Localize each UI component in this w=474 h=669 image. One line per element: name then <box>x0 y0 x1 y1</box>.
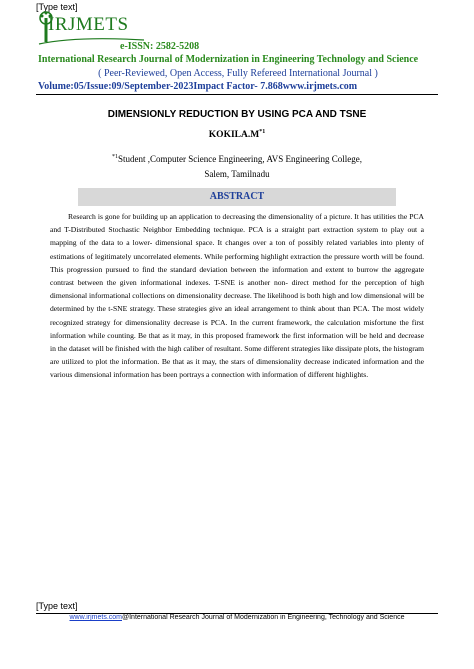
paper-title: DIMENSIONLY REDUCTION BY USING PCA AND TSNE <box>107 109 367 120</box>
footer-journal: @International Research Journal of Modernization in Engineering, Technology and Science <box>122 614 405 621</box>
author <box>36 129 438 140</box>
abstract-heading: ABSTRACT <box>209 191 265 202</box>
journal-name: International Research Journal of Modernization in Engineering Technology and Science <box>38 54 419 65</box>
author-sup: *1 <box>259 129 266 135</box>
affiliation-line2: Salem, Tamilnadu <box>204 169 270 179</box>
issn: e-ISSN: 2582-5208 <box>120 41 200 52</box>
affiliation-sup: *1 <box>111 154 118 160</box>
header-type-text: [Type text] <box>36 2 78 12</box>
author-name: KOKILA.M <box>208 130 260 141</box>
affiliation <box>36 150 438 182</box>
footer-type-text: [Type text] <box>36 601 78 611</box>
volume-line: Volume:05/Issue:09/September-2023Impact Factor- 7.868www.irjmets.com <box>38 81 358 92</box>
abstract-body: Research is gone for building up an application to decreasing the dimensionality of a picture. It has utilities the PCA and T-Distributed Stochastic Neighbor Embedding technique. PCA is a straight part extraction system to play out a mapping of the data to a lower- dimensional space. It changes over a ton of possibly related variables into plenty of estimations of legitimately uncorrelated elements. While performing highlight extraction the pressure worth will be found. This progression pursued to find the standard deviation between the information and extent to burrow the aggregate contrast between the given informational indexes. T-SNE is another non- direct method for the perception of high dimensional informational collections on dimensionality decrease. The likelihood is both high and low dimensional will be determined by the t-SNE strategy. These strategies give an ideal arrangement to think about than PCA. The most widely recognized strategy for dimensionality decrease is PCA. In the current framework, the calculation misfortune the first information while counting. Be that as it may, in this proposed framework the first information will be held and decrease in the dataset will be finished with the high caliber of resultant. Some different strategies like dissipate plots, the histogram are utilized to plot the information. Be that as it may, the stars of dimensionality decrease indicated information and the various dimensional information has been portrays a connection with information of different highlights. <box>50 212 424 380</box>
footer-link[interactable]: www.irjmets.com <box>69 614 122 621</box>
affiliation-line1: Student ,Computer Science Engineering, AVS Engineering College, <box>117 154 363 164</box>
logo-text: IRJMETS <box>48 14 129 35</box>
header-divider <box>36 94 438 95</box>
footer <box>36 614 438 621</box>
peer-review-line: ( Peer-Reviewed, Open Access, Fully Refereed International Journal ) <box>98 68 378 79</box>
